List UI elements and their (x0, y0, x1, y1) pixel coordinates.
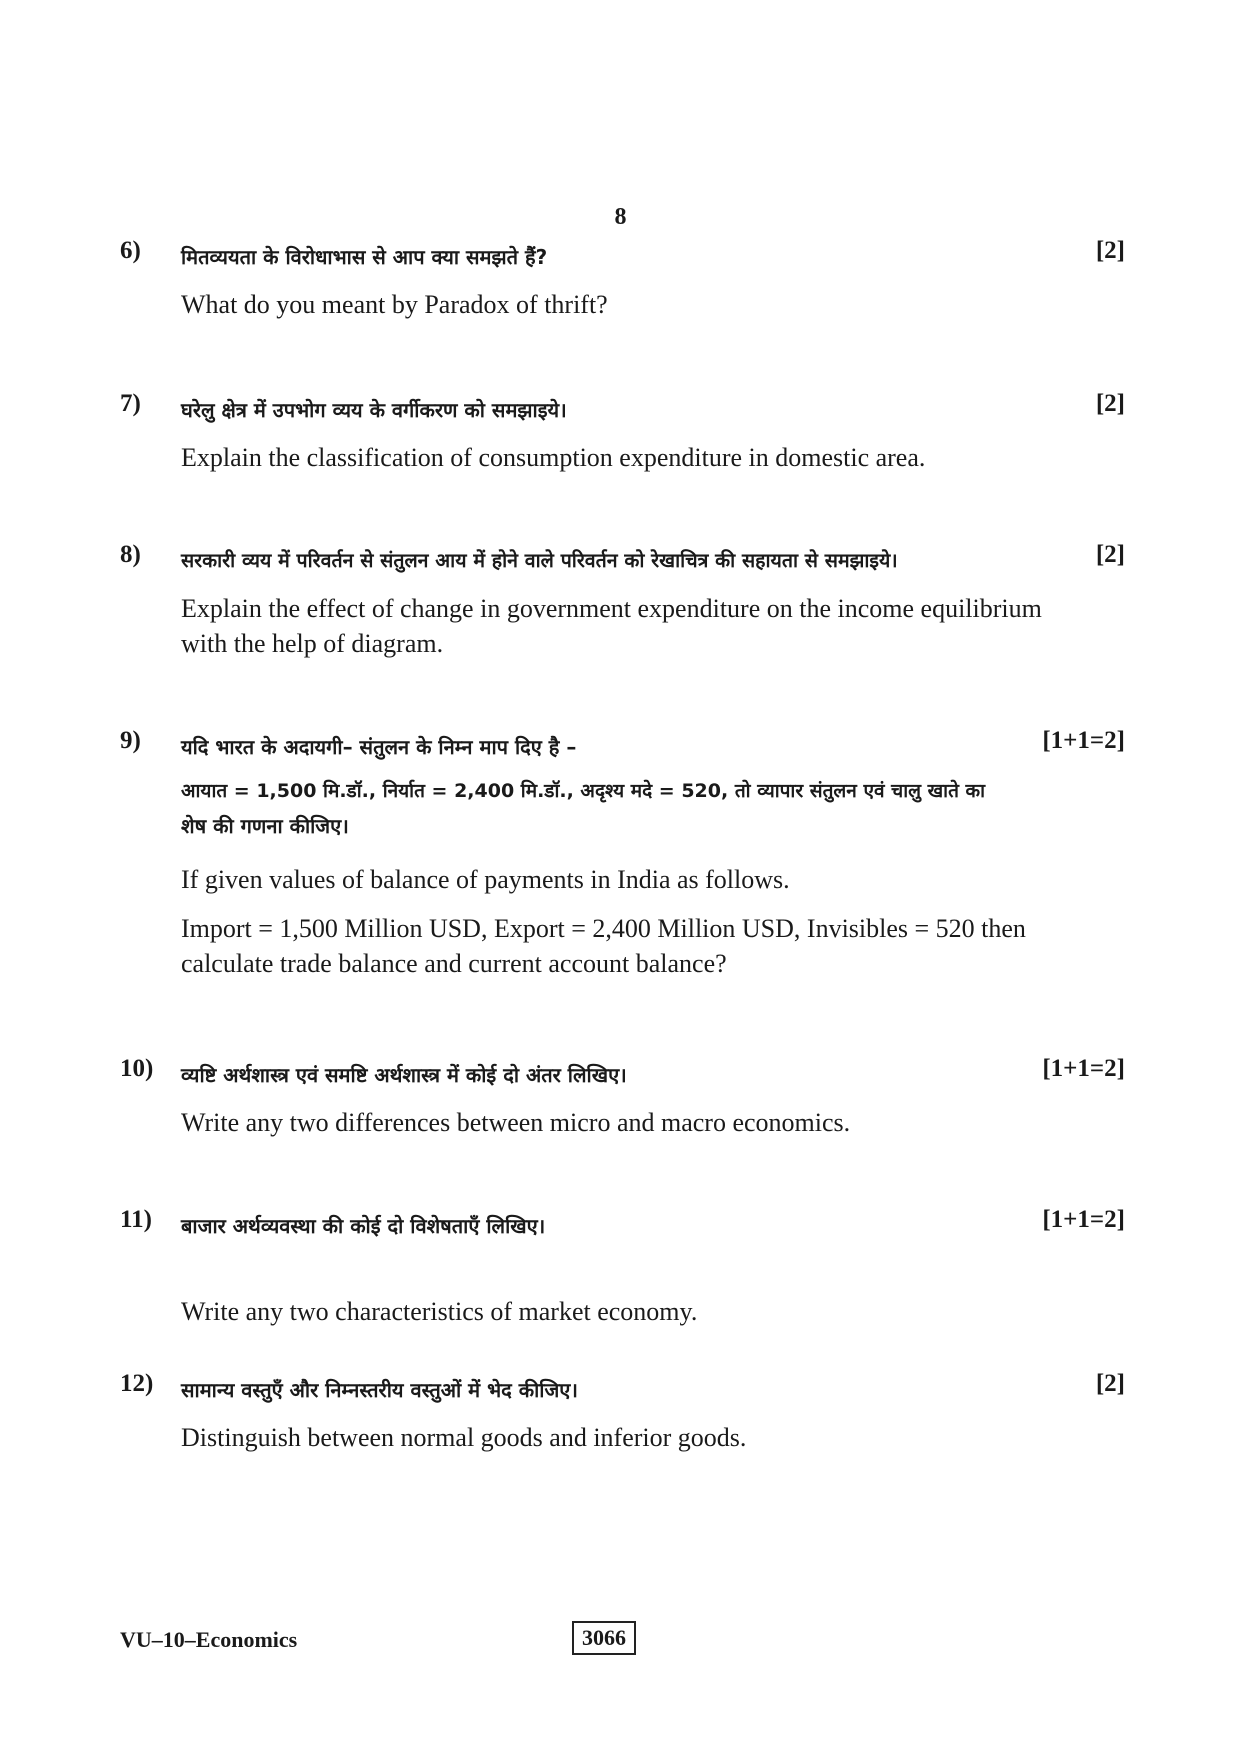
question-9 (120, 727, 1125, 987)
footer-page-code: 3066 (572, 1621, 636, 1655)
question-hindi: बाजार अर्थव्यवस्था की कोई दो विशेषताएँ लिखिए। (181, 1214, 546, 1238)
question-12 (120, 1370, 1125, 1450)
question-number: 9) (120, 727, 141, 754)
question-8 (120, 541, 1125, 661)
question-marks: [2] (1095, 541, 1125, 568)
page-number: 8 (614, 204, 627, 230)
question-english-detail-line: calculate trade balance and current account balance? (181, 949, 727, 978)
question-number: 8) (120, 541, 141, 568)
question-marks: [1+1=2] (1042, 727, 1125, 754)
question-hindi: व्यष्टि अर्थशास्त्र एवं समष्टि अर्थशास्त्र में कोई दो अंतर लिखिए। (181, 1063, 627, 1087)
question-marks: [1+1=2] (1042, 1055, 1125, 1082)
question-hindi-detail-line: आयात = 1,500 मि.डॉ., निर्यात = 2,400 मि.डॉ., अदृश्य मदे = 520, तो व्यापार संतुलन एवं चालु खाते का (181, 780, 986, 802)
question-english: What do you meant by Paradox of thrift? (181, 290, 608, 319)
question-english: Write any two differences between micro and macro economics. (181, 1108, 851, 1137)
question-english-line: Explain the effect of change in government expenditure on the income equilibrium (181, 594, 1042, 623)
question-number: 6) (120, 237, 141, 264)
question-english-detail-line: Import = 1,500 Million USD, Export = 2,400 Million USD, Invisibles = 520 then (181, 914, 1026, 943)
question-hindi: घरेलु क्षेत्र में उपभोग व्यय के वर्गीकरण को समझाइये। (181, 398, 567, 422)
question-english: Distinguish between normal goods and inferior goods. (181, 1423, 747, 1452)
question-number: 11) (120, 1206, 152, 1233)
question-6 (120, 237, 1125, 317)
question-hindi: सामान्य वस्तुएँ और निम्नस्तरीय वस्तुओं में भेद कीजिए। (181, 1378, 578, 1402)
question-english: Explain the classification of consumption expenditure in domestic area. (181, 443, 926, 472)
question-marks: [2] (1095, 237, 1125, 264)
question-7 (120, 390, 1125, 470)
question-english: If given values of balance of payments in India as follows. (181, 865, 790, 894)
question-10 (120, 1055, 1125, 1135)
question-hindi: मितव्ययता के विरोधाभास से आप क्या समझते हैं? (181, 245, 548, 269)
question-english-line: with the help of diagram. (181, 629, 444, 658)
question-hindi-detail-line: शेष की गणना कीजिए। (181, 814, 349, 838)
footer-paper-code: VU–10–Economics (120, 1627, 298, 1652)
question-english: Write any two characteristics of market economy. (181, 1297, 698, 1326)
question-number: 10) (120, 1055, 154, 1082)
question-hindi: यदि भारत के अदायगी– संतुलन के निम्न माप दिए है – (181, 735, 577, 759)
question-marks: [1+1=2] (1042, 1206, 1125, 1233)
question-number: 12) (120, 1370, 154, 1397)
question-number: 7) (120, 390, 141, 417)
question-11 (120, 1206, 1125, 1326)
question-marks: [2] (1095, 1370, 1125, 1397)
question-hindi: सरकारी व्यय में परिवर्तन से संतुलन आय में होने वाले परिवर्तन को रेखाचित्र की सहायता से समझाइये। (181, 549, 898, 572)
question-marks: [2] (1095, 390, 1125, 417)
